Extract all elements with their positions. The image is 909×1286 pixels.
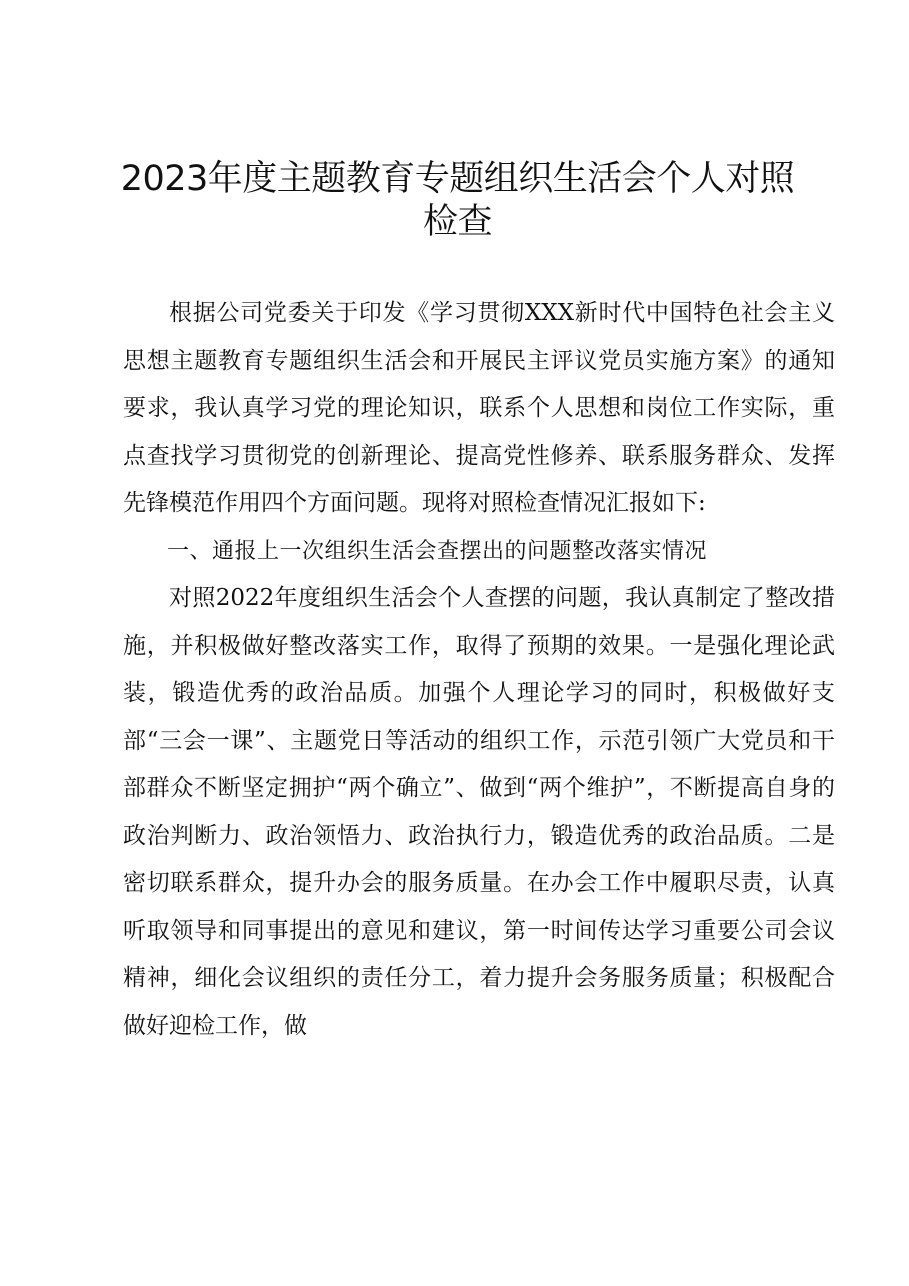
section-1-heading: 一、通报上一次组织生活会查摆出的问题整改落实情况 [167, 538, 708, 564]
document-body [123, 290, 835, 1050]
document-title: 2023年度主题教育专题组织生活会个人对照检查 [120, 159, 795, 242]
section-1-paragraph: 对照2022年度组织生活会个人查摆的问题，我认真制定了整改措施，并积极做好整改落实工作，取得了预期的效果。一是强化理论武装，锻造优秀的政治品质。加强个人理论学习的同时，积极做好支部“三会一课”、主题党日等活动的组织工作，示范引领广大党员和干部群众不断坚定拥护“两个确立”、做到“两个维护”，不断提高自身的政治判断力、政治领悟力、政治执行力，锻造优秀的政治品质。二是密切联系群众，提升办会的服务质量。在办会工作中履职尽责，认真听取领导和同事提出的意见和建议，第一时间传达学习重要公司会议精神，细化会议组织的责任分工，着力提升会务服务质量；积极配合做好迎检工作，做 [123, 585, 835, 1039]
intro-paragraph: 根据公司党委关于印发《学习贯彻XXX新时代中国特色社会主义思想主题教育专题组织生活会和开展民主评议党员实施方案》的通知要求，我认真学习党的理论知识，联系个人思想和岗位工作实际，重点查找学习贯彻党的创新理论、提高党性修养、联系服务群众、发挥先锋模范作用四个方面问题。现将对照检查情况汇报如下: [123, 300, 835, 516]
